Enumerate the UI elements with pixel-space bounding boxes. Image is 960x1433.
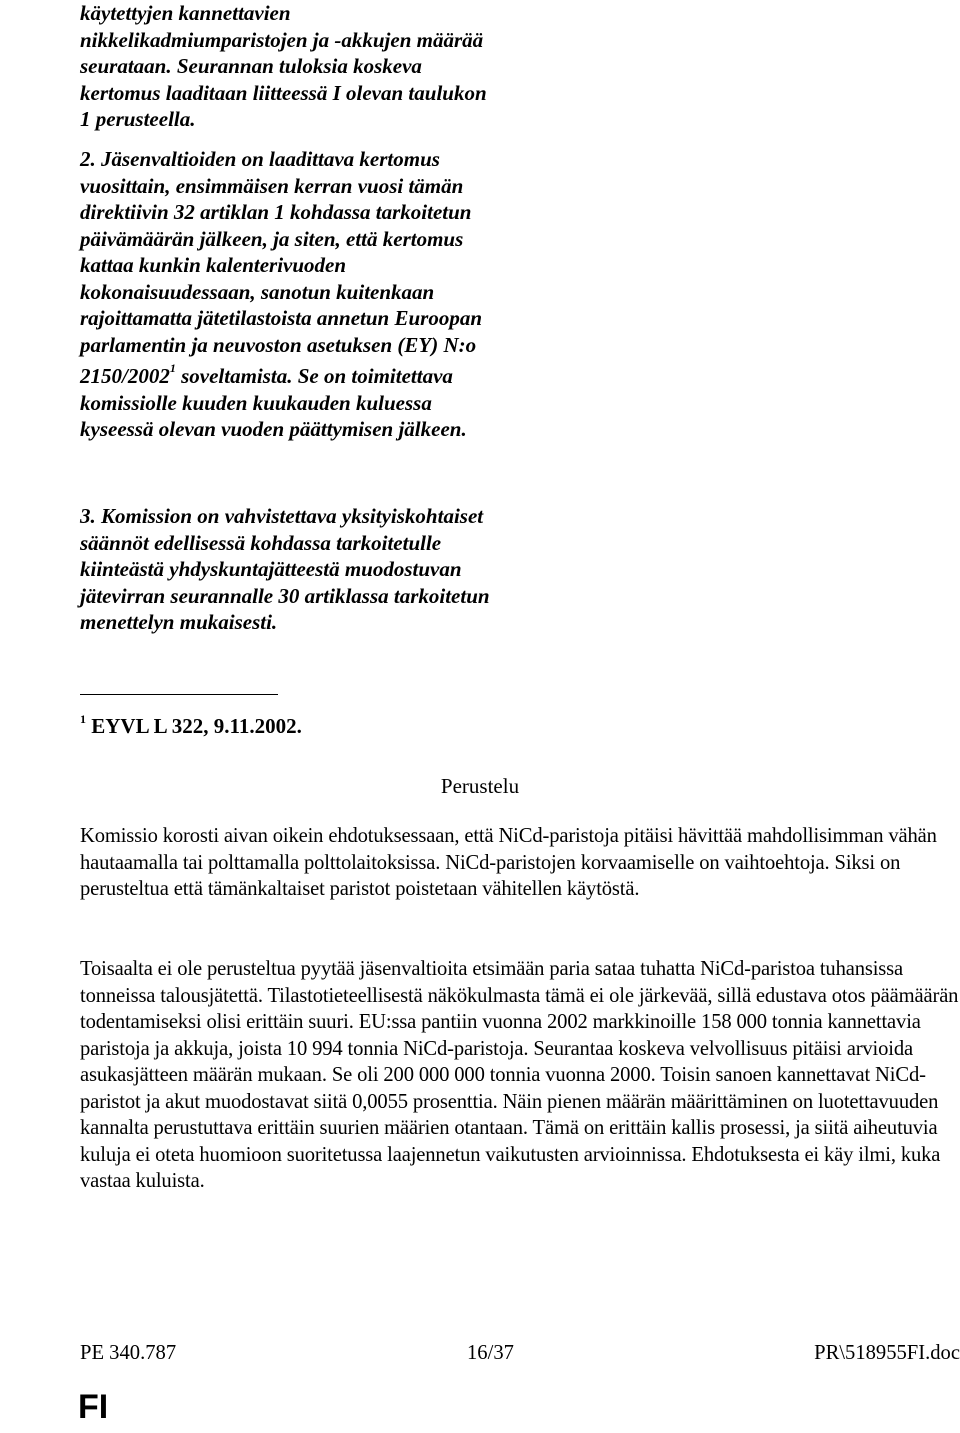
footer-page-number: 16/37 <box>467 1342 514 1364</box>
justification-paragraph-1: Komissio korosti aivan oikein ehdotuksessaan, että NiCd-paristoja pitäisi hävittää mahdollisimman vähän hautaamalla tai polttamalla polttolaitoksissa. NiCd-paristojen korvaamiselle on vaihtoehtoja. Siksi on perusteltua että tämänkaltaiset paristot poistetaan vähitellen käytöstä. <box>80 825 937 900</box>
amendment-paragraph-2-tail: soveltamista. Se on toimitettava komissiolle kuuden kuukauden kuluessa kyseessä olevan vuoden päättymisen jälkeen. <box>80 364 467 441</box>
footnote-marker: 1 <box>80 712 86 726</box>
amendment-paragraph-3: 3. Komission on vahvistettava yksityiskohtaiset säännöt edellisessä kohdassa tarkoitetulle kiinteästä yhdyskuntajätteestä muodostuvan jätevirran seurannalle 30 artiklassa tarkoitetun menettelyn mukaisesti. <box>80 504 490 634</box>
footnote-separator <box>80 694 278 695</box>
footer-file-name: PR\518955FI.doc <box>814 1342 960 1364</box>
amendment-paragraph-1: käytettyjen kannettavien nikkelikadmiumparistojen ja -akkujen määrää seurataan. Seurannan tuloksia koskeva kertomus laaditaan liitteessä I olevan taulukon 1 perusteella. <box>80 1 487 131</box>
footnote-reference: 1 <box>169 361 176 375</box>
amendment-paragraph-2-text: 2. Jäsenvaltioiden on laadittava kertomus vuosittain, ensimmäisen kerran vuosi tämän direktiivin 32 artiklan 1 kohdassa tarkoitetun päivämäärän jälkeen, ja siten, että kertomus kattaa kunkin kalenterivuoden kokonaisuudessaan, sanotun kuitenkaan rajoittamatta jätetilastoista annetun Euroopan parlamentin ja neuvoston asetuksen (EY) N:o 2150/2002 <box>80 147 483 388</box>
page-footer <box>80 1342 960 1370</box>
footnote-text: EYVL L 322, 9.11.2002. <box>86 714 302 738</box>
justification-paragraph-2: Toisaalta ei ole perusteltua pyytää jäsenvaltioita etsimään paria sataa tuhatta NiCd-paristoa tuhansissa tonneissa talousjätettä. Tilastotieteellisestä näkökulmasta tämä ei ole järkevää, sillä edustava otos päämäärän todentamiseksi olisi erittäin suuri. EU:ssa pantiin vuonna 2002 markkinoille 158 000 tonnia kannettavia paristoja ja akkuja, joista 10 994 tonnia NiCd-paristoja. Seurantaa koskeva velvollisuus pitäisi arvioida asukasjätteen määrän mukaan. Se oli 200 000 000 tonnia vuonna 2000. Toisin sanoen kannettavat NiCd-paristot ja akut muodostavat siitä 0,0055 prosenttia. Näin pienen määrän määrittäminen on luotettavuuden kannalta perustuttava erittäin suurien määrien otantaan. Tämä on erittäin kallis prosessi, ja siitä aiheutuvia kuluja ei oteta huomioon suoritetussa laajennetun vaikutusten arvioinnissa. Ehdotuksesta ei käy ilmi, kuka vastaa kuluista. <box>80 958 959 1192</box>
language-code: FI <box>78 1388 109 1426</box>
footer-document-number: PE 340.787 <box>80 1342 177 1364</box>
justification-heading: Perustelu <box>440 774 520 798</box>
footnote <box>80 714 302 739</box>
amendment-paragraph-2 <box>80 146 490 443</box>
